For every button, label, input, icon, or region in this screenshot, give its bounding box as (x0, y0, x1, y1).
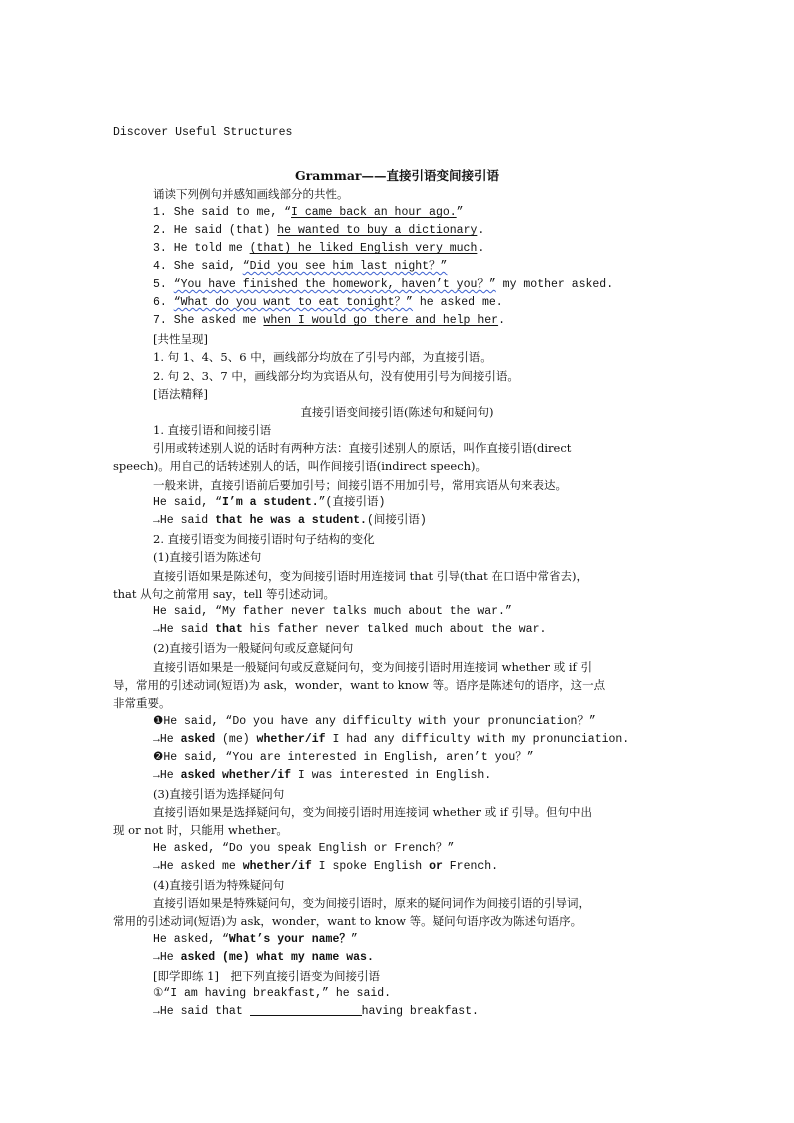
s2-2-ex3-text: He said, “You are interested in English, aren’t you？” (163, 751, 534, 764)
practice-title: [即学即练 1] 把下列直接引语变为间接引语 (153, 969, 380, 983)
s2-2-ex4-post: I was interested in English. (291, 769, 492, 782)
s2-4-ex1-post: ” (350, 933, 358, 946)
s2-3-ex2-pre: →He asked me (153, 860, 243, 873)
section-1-title: 1. 直接引语和间接引语 (153, 423, 272, 437)
example-5-pre: 5. (153, 278, 174, 291)
s2-3-ex2-bold-1: whether/if (242, 860, 312, 873)
example-4-pre: 4. She said, (153, 260, 243, 273)
s2-2-ex1-number: ❶ (153, 715, 164, 728)
s2-3-ex2-bold-2: or (429, 860, 443, 873)
section-2-2-para-b: 导，常用的引述动词(短语)为 ask，wonder，want to know 等。语序是陈述句的语序，这一点 (113, 678, 606, 692)
section-2-2-para-a: 直接引语如果是一般疑问句或反意疑问句，变为间接引语时用连接词 whether 或 if 引 (153, 660, 592, 674)
s2-4-ex1-pre: He asked, “ (153, 933, 229, 946)
grammar-subtitle: 直接引语变间接引语(陈述句和疑问句) (300, 405, 494, 419)
example-6-underlined: “What do you want to eat tonight？” (173, 296, 413, 309)
s2-2-ex2-post: I had any difficulty with my pronunciation. (325, 733, 630, 746)
example-7-underlined: when I would go there and help her (263, 314, 499, 327)
s2-2-ex3-number: ❷ (153, 751, 164, 764)
example-4 (153, 258, 447, 276)
section-2-2-example-1 (153, 713, 596, 731)
s2-1-ex2-pre: →He said (153, 623, 216, 636)
example-5-post: my mother asked. (495, 278, 614, 291)
practice-answer-pre: →He said that (153, 1005, 250, 1018)
s2-2-ex1-text: He said, “Do you have any difficulty with your pronunciation？” (163, 715, 596, 728)
section-2-1-example-1: He said, “My father never talks much about the war.” (153, 605, 512, 618)
example-5-underlined: “You have finished the homework, haven’t you？” (173, 278, 496, 291)
example-1-post: ” (456, 206, 464, 219)
s2-2-ex2-mid: (me) (215, 733, 257, 746)
s2-2-ex4-pre: →He (153, 769, 181, 782)
example-2-underlined: he wanted to buy a dictionary (277, 224, 478, 237)
s2-3-ex2-post: French. (442, 860, 499, 873)
example-4-underlined: “Did you see him last night？” (242, 260, 448, 273)
example-1-underlined: I came back an hour ago. (291, 206, 457, 219)
example-3 (153, 240, 484, 258)
example-6-post: he asked me. (412, 296, 503, 309)
section-2-3-example-1: He asked, “Do you speak English or French？” (153, 842, 455, 855)
s2-2-ex4-bold: asked whether/if (180, 769, 292, 782)
example-2 (153, 222, 484, 240)
practice-answer-1 (153, 1003, 479, 1021)
section-1-para-1a: 引用或转述别人说的话时有两种方法：直接引述别人的原话，叫作直接引语(direct (153, 441, 572, 455)
section-2-1-para-b: that 从句之前常用 say，tell 等引述动词。 (113, 587, 336, 601)
section-title (0, 167, 794, 185)
section-2-3-example-2 (153, 858, 498, 876)
section-2-2-example-3 (153, 749, 534, 767)
section-2-1-para-a: 直接引语如果是陈述句，变为间接引语时用连接词 that 引导(that 在口语中常省去)， (153, 569, 588, 583)
practice-answer-post: having breakfast. (361, 1005, 479, 1018)
section-2-4-para-b: 常用的引述动词(短语)为 ask，wonder，want to know 等。疑问句语序改为陈述句语序。 (113, 914, 583, 928)
example-1 (153, 204, 464, 222)
s2-2-ex2-pre: →He (153, 733, 181, 746)
example-2-pre: 2. He said (that) (153, 224, 278, 237)
example-1-pre: 1. She said to me, “ (153, 206, 292, 219)
section-1-para-2: 一般来讲，直接引语前后要加引号；间接引语不用加引号，常用宾语从句来表达。 (153, 478, 567, 492)
section-2-2-title: (2)直接引语为一般疑问句或反意疑问句 (153, 641, 354, 655)
example-7-post: . (498, 314, 505, 327)
section-2-3-para-a: 直接引语如果是选择疑问句，变为间接引语时用连接词 whether 或 if 引导。但句中出 (153, 805, 592, 819)
example-6-pre: 6. (153, 296, 174, 309)
s1-ex1-post: ”(直接引语) (318, 496, 386, 509)
section-2-3-title: (3)直接引语为选择疑问句 (153, 787, 285, 801)
s2-4-ex1-bold: What’s your name？ (228, 933, 351, 946)
common-label: [共性呈现] (153, 332, 208, 346)
s2-4-ex2-bold: asked (me) what my name was. (180, 951, 374, 964)
practice-question-1: ①“I am having breakfast,” he said. (153, 987, 392, 1000)
s1-ex2-pre: →He said (153, 514, 216, 527)
section-title-text: Grammar——直接引语变间接引语 (295, 168, 499, 183)
s2-1-ex2-bold: that (215, 623, 243, 636)
page-heading: Discover Useful Structures (113, 126, 293, 139)
example-3-pre: 3. He told me (153, 242, 250, 255)
section-1-para-1b: speech)。用自己的话转述别人的话，叫作间接引语(indirect speech)。 (113, 459, 488, 473)
section-2-2-example-2 (153, 731, 629, 749)
example-7-pre: 7. She asked me (153, 314, 264, 327)
s2-2-ex2-bold-2: whether/if (256, 733, 326, 746)
example-7 (153, 312, 505, 330)
section-2-4-para-a: 直接引语如果是特殊疑问句，变为间接引语时，原来的疑问词作为间接引语的引导词， (153, 896, 590, 910)
answer-blank[interactable] (250, 1003, 362, 1016)
s1-ex2-post: (间接引语) (366, 514, 427, 527)
s2-3-ex2-mid: I spoke English (311, 860, 430, 873)
section-2-4-title: (4)直接引语为特殊疑问句 (153, 878, 285, 892)
intro-text: 诵读下列例句并感知画线部分的共性。 (153, 187, 349, 201)
section-2-2-para-c: 非常重要。 (113, 696, 171, 710)
section-1-example-1 (153, 494, 385, 512)
s2-4-ex2-pre: →He (153, 951, 181, 964)
example-3-post: . (477, 242, 485, 255)
common-point-1: 1. 句 1、4、5、6 中，画线部分均放在了引号内部，为直接引语。 (153, 350, 492, 364)
common-point-2: 2. 句 2、3、7 中，画线部分均为宾语从句，没有使用引号为间接引语。 (153, 369, 519, 383)
section-1-example-2 (153, 512, 427, 530)
s2-2-ex2-bold-1: asked (180, 733, 216, 746)
section-2-3-para-b: 现 or not 时，只能用 whether。 (113, 823, 288, 837)
s1-ex2-bold: that he was a student. (215, 514, 367, 527)
section-2-2-example-4 (153, 767, 491, 785)
s1-ex1-bold: I’m a student. (222, 496, 319, 509)
section-2-4-example-1 (153, 931, 358, 949)
section-2-1-title: (1)直接引语为陈述句 (153, 550, 262, 564)
example-2-post: . (477, 224, 485, 237)
s1-ex1-pre: He said, “ (153, 496, 223, 509)
example-6 (153, 294, 503, 312)
example-5 (153, 276, 613, 294)
section-2-1-example-2 (153, 621, 546, 639)
s2-1-ex2-post: his father never talked much about the war. (242, 623, 547, 636)
grammar-label: [语法精释] (153, 387, 208, 401)
section-2-4-example-2 (153, 949, 374, 967)
section-2-title: 2. 直接引语变为间接引语时句子结构的变化 (153, 532, 375, 546)
example-3-underlined: (that) he liked English very much (249, 242, 478, 255)
